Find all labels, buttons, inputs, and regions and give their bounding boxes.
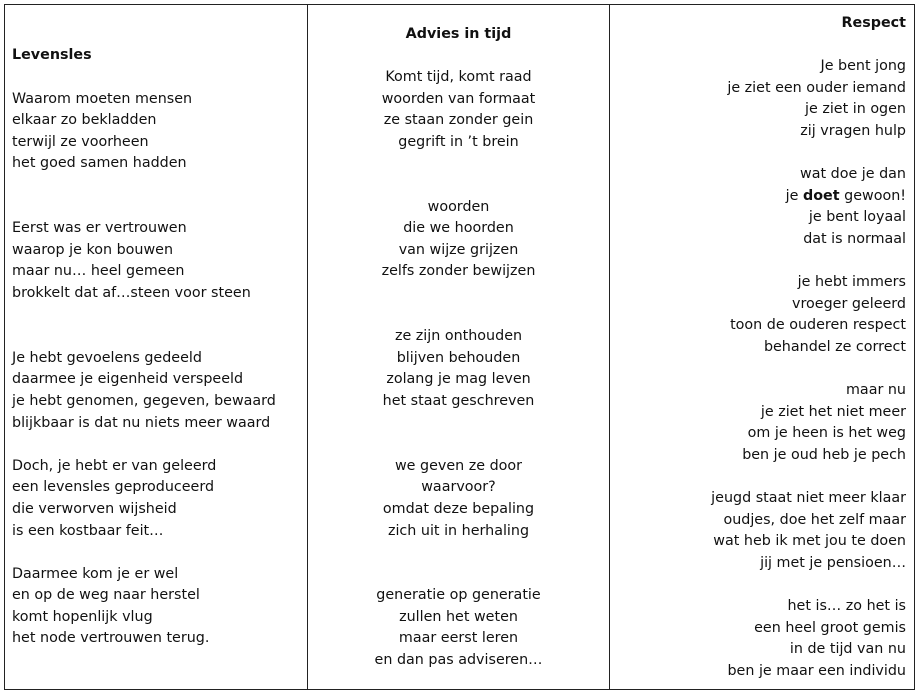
poem-line: komt hopenlijk vlug [12, 609, 153, 625]
poem-title: Levensles [12, 47, 92, 63]
poem-line: ben je maar een individu [727, 663, 906, 679]
poem-title: Advies in tijd [405, 26, 512, 42]
poem-line: zullen het weten [399, 609, 518, 625]
poem-table [4, 4, 915, 690]
poem-line: Je bent jong [820, 58, 906, 74]
poem-line: van wijze grijzen [398, 242, 519, 258]
poem-line: het staat geschreven [382, 393, 535, 409]
poem-title: Respect [841, 15, 906, 31]
poem-line: maar nu… heel gemeen [12, 263, 185, 279]
poem-line-part: je [785, 188, 803, 204]
poem-line: het is… zo het is [787, 598, 906, 614]
poem-line-mixed [786, 186, 906, 206]
poem-line: waarop je kon bouwen [12, 242, 174, 258]
poem-line: wat heb ik met jou te doen [713, 533, 906, 549]
poem-line: is een kostbaar feit… [12, 523, 164, 539]
poem-line: Waarom moeten mensen [12, 91, 193, 107]
poem-line: blijven behouden [396, 350, 521, 366]
poem-line: wat doe je dan [800, 166, 906, 182]
poem-line: ze zijn onthouden [394, 328, 523, 344]
poem-line: maar eerst leren [398, 630, 519, 646]
poem-line: oudjes, doe het zelf maar [723, 512, 906, 528]
poem-line-part: gewoon! [839, 188, 906, 204]
poem-line: in de tijd van nu [789, 641, 906, 657]
poem-line: waarvoor? [421, 479, 496, 495]
poem-line: Komt tijd, komt raad [385, 69, 532, 85]
poem-line: ben je oud heb je pech [742, 447, 906, 463]
poem-line: omdat deze bepaling [382, 501, 535, 517]
poem-line: je ziet in ogen [805, 101, 906, 117]
poem-line: woorden van formaat [381, 91, 536, 107]
poem-line: en op de weg naar herstel [12, 587, 200, 603]
poem-line: je ziet het niet meer [760, 404, 906, 420]
poem-line: terwijl ze voorheen [12, 134, 149, 150]
poem-line: die we hoorden [403, 220, 514, 236]
poem-line: elkaar zo bekladden [12, 112, 157, 128]
poem-line: zelfs zonder bewijzen [381, 263, 536, 279]
poem-line: we geven ze door [394, 458, 523, 474]
poem-line: om je heen is het weg [747, 425, 906, 441]
poem-line: brokkelt dat af…steen voor steen [12, 285, 251, 301]
poem-line: een levensles geproduceerd [12, 479, 215, 495]
poem-line: blijkbaar is dat nu niets meer waard [12, 415, 271, 431]
poem-line: daarmee je eigenheid verspeeld [12, 371, 244, 387]
poem-line: maar nu [846, 382, 906, 398]
poem-line: het node vertrouwen terug. [12, 630, 210, 646]
poem-line: behandel ze correct [763, 339, 906, 355]
emphasized-word: doet [803, 188, 840, 204]
poem-line: vroeger geleerd [792, 296, 906, 312]
poem-line: toon de ouderen respect [730, 317, 906, 333]
poem-line: generatie op generatie [376, 587, 541, 603]
poem-column-advies-in-tijd [307, 5, 609, 689]
poem-line: zij vragen hulp [800, 123, 906, 139]
poem-line: je hebt immers [797, 274, 906, 290]
poem-line: die verworven wijsheid [12, 501, 177, 517]
poem-line: zich uit in herhaling [387, 523, 530, 539]
poem-column-respect [609, 5, 915, 689]
poem-line: dat is normaal [803, 231, 906, 247]
poem-column-levensles [4, 5, 307, 689]
poem-line: een heel groot gemis [754, 620, 906, 636]
poem-line: Je hebt gevoelens gedeeld [12, 350, 202, 366]
poem-line: je ziet een ouder iemand [727, 80, 906, 96]
poem-line: Daarmee kom je er wel [12, 566, 179, 582]
poem-line: Doch, je hebt er van geleerd [12, 458, 217, 474]
poem-line: zolang je mag leven [386, 371, 531, 387]
poem-line: Eerst was er vertrouwen [12, 220, 187, 236]
poem-line: jij met je pensioen… [760, 555, 906, 571]
poem-line: en dan pas adviseren… [374, 652, 543, 668]
poem-line: je hebt genomen, gegeven, bewaard [12, 393, 276, 409]
poem-line: ze staan zonder gein [383, 112, 534, 128]
poem-line: gegrift in ’t brein [398, 134, 519, 150]
poem-line: woorden [427, 199, 490, 215]
poem-line: je bent loyaal [808, 209, 906, 225]
poem-line: jeugd staat niet meer klaar [711, 490, 906, 506]
poem-line: het goed samen hadden [12, 155, 187, 171]
